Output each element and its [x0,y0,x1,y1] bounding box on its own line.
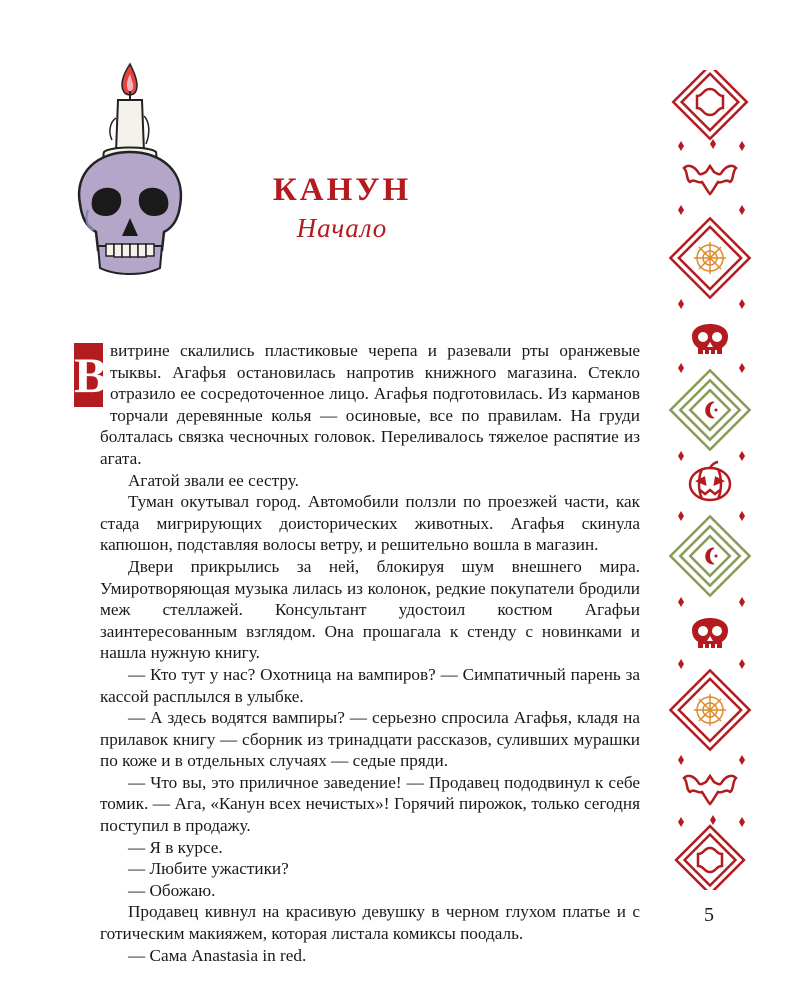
page-number: 5 [704,904,714,926]
jack-o-lantern-icon [690,462,730,500]
drop-cap: В [74,343,103,407]
paragraph: — Обожаю. [128,880,216,900]
chapter-heading [232,172,452,244]
paragraph: — Я в курсе. [128,837,223,857]
cobweb-diamond-icon [670,218,749,297]
paragraph: Туман окутывал город. Автомобили ползли по проезжей части, как стада мигрирующих доисторических животных. Агафья скинула капюшон, подставляя волосы ветру, и решительно вошла в магазин. [100,492,640,555]
skull-icon [692,324,728,354]
chapter-body [74,340,640,966]
skull-candle-illustration [64,60,194,280]
chapter-title: КАНУН [272,172,412,208]
diamond-quatrefoil-icon [676,826,744,890]
diamond-quatrefoil-icon [673,70,747,139]
ornament-column [662,70,758,890]
paragraph: — Кто тут у нас? Охотница на вампиров? — Симпатичный парень за кассой расплылся в улыбке. [100,664,640,706]
cobweb-diamond-icon [670,670,749,749]
bat-icon [684,166,736,194]
paragraph [74,340,640,470]
paragraph: Продавец кивнул на красивую девушку в черном глухом платье и с готическим макияжем, которая листала комиксы поодаль. [100,902,640,944]
paragraph: Двери прикрылись за ней, блокируя шум внешнего мира. Умиротворяющая музыка лилась из колонок, редкие покупатели бродили меж стеллажей. Консультант удостоил костюм Агафьи заинтересованным взглядом. Она прошагала к стенду с новинками и нашла нужную книгу. [100,556,640,663]
paragraph-text: витрине скалились пластиковые черепа и разевали рты оранжевые тыквы. Агафья остановилась напротив книжного магазина. Стекло отразило ее сосредоточенное лицо. Агафья подготовилась. Из карманов торчали деревянные колья — осиновые, все по правилам. На груди болталась связка чесночных головок. Переливалось тяжелое распятие из агата. [100,341,640,468]
paragraph: — Сама Anastasia in red. [128,945,307,965]
skull-icon [692,618,728,648]
crescent-moon-diamond-icon [670,516,749,595]
bat-icon [684,776,736,804]
paragraph: Агатой звали ее сестру. [128,470,299,490]
paragraph: — А здесь водятся вампиры? — серьезно спросила Агафья, кладя на прилавок книгу — сборник из тринадцати рассказов, суливших мурашки по коже и в отдельных случаях — седые пряди. [100,708,640,771]
paragraph: — Что вы, это приличное заведение! — Продавец пододвинул к себе томик. — Ага, «Канун всех нечистых»! Горячий пирожок, только сегодня поступил в продажу. [100,772,640,836]
crescent-moon-diamond-icon [670,370,749,449]
paragraph: — Любите ужастики? [128,859,289,879]
sparkle-icon [678,139,745,151]
chapter-subtitle: Начало [296,213,388,243]
